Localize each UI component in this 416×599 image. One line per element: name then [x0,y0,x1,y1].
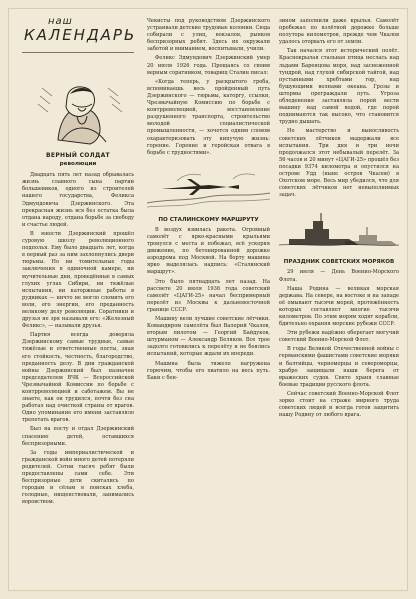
portrait-illustration [22,78,134,148]
right-paragraph: зином заполнили даже крылья. Самолёт пробежал по взлётной дорожке больше полутора километров, прежде чем Чкалов удалось оторвать его от земли. [279,18,399,46]
middle-quote: «Когда теперь, у раскрытого гроба, вспоминаешь весь пройденный путь Дзержинского — тюрьмы, каторгу, ссылки, Чрезвычайную Комиссию по борьбе с контрреволюцией, восстановление разрушенного транспорта, строительство молодой социалистической промышленности, — хочется одним словом охарактеризовать эту кипучую жизнь: горение. Горение и геройская отвага в борьбе с трудностями». [147,78,270,156]
flight-paragraph: В воздух взвилась ракета. Огромный самолёт с ярко-красными крыльями тронулся с места и побежал, всё ускоряя движение, по бетонированной дорожке аэродрома под Москвой. На борту машины ярко выделялась надпись: «Сталинский маршрут». [147,226,270,276]
flight-paragraph: Это было пятнадцать лет назад. На рассвете 20 июля 1936 года советский самолёт «ЦАГИ-25» начал беспримерный перелёт из Москвы к дальневосточной границе СССР. [147,278,270,313]
dzerzhinsky-portrait [22,78,134,148]
fleet-paragraph: Сейчас советский Военно-Морской Флот зорко стоит на страже мирного труда советских людей и всегда готов защитить нашу Родину от любого врага. [279,390,399,419]
dzerzhinsky-heading: ВЕРНЫЙ СОЛДАТ [46,152,110,159]
fleet-paragraph: 29 июля — День Военно-Морского Флота. [279,269,399,283]
fleet-paragraph: Эти рубежи надёжно оберегает могучий советский Военно-Морской Флот. [279,330,399,344]
calendar-title: КАЛЕНДАРЬ [24,26,137,44]
dzerzhinsky-paragraph: За годы империалистической и гражданской войн много детей потеряли родителей. Сотни тысяч ребят были предоставлены сами себе. Эти беспризорные дети скитались по городам и сёлам в поисках хлеба, голодные, нищенствовали, занимались воровством. [22,449,134,506]
dzerzhinsky-subheading: революции [59,161,97,168]
calendar-header [22,16,137,74]
flight-paragraph: Машина была тяжело нагружена горючим, чтобы его хватило на весь путь. Баки с бен- [147,360,270,381]
plane-illustration-svg [147,163,270,211]
flight-paragraph: Машину вели лучшие советские лётчики. Командиром самолёта был Валерий Чкалов, вторым пилотом — Георгий Байдуков, штурманом — Александр Беляков. Все трое задолго готовились к перелёту и не боялись испытаний, которые ждали их впереди. [147,316,270,358]
column-left [22,16,137,509]
fleet-paragraph: В годы Великой Отечественной войны с германскими фашистами советские моряки и балтийцы, черноморцы и североморцы, храбро защищали наши берега от вражеских судов. Свято храня славные боевые традиции русского флота. [279,346,399,388]
ships-illustration-svg [279,205,399,253]
right-paragraph: Но мастерство и выносливость советских лётчиков выдержали все испытания. Три дня и три ночи продолжался этот небывалый перелёт. За 56 часов и 20 минут «ЦАГИ-25» прошёл без посадки 9374 километра и опустился на острове Удд (ныне остров Чкалов) в Охотском море. Весь мир убедился, что для советских лётчиков нет невыполнимых задач. [279,128,399,199]
column-right [279,18,399,421]
middle-paragraph: Чекисты под руководством Дзержинского устраивали детские трудовые колонии. Сюда собирали с улиц, вокзалов, рынков беспризорных ребят. Здесь их окружали заботой и вниманием, воспитывали, учили. [147,18,270,53]
fleet-heading: ПРАЗДНИК СОВЕТСКИХ МОРЯКОВ [283,259,395,266]
dzerzhinsky-paragraph: В юности Дзержинский прошёл суровую школу революционного подполья. Ему было двадцать лет, когда в первый раз за ним захлопнулись двери тюрьмы. Но ни томительные годы заключения в одиночной камере, ни мучительные дни, проведённые в самых глухих углах Сибири, ни тяжёлые испытания, ни каторжные работы в рудниках — ничто не могло сломить его воли, его энергии, его преданность великому делу революции. Соратники и друзья не зря называли его: «Железный Феликс», — называли друзья. [22,230,134,330]
ships-illustration [279,205,399,253]
column-middle [147,18,270,384]
right-paragraph: Так начался этот исторический полёт. Краснокрылая стальная птица неслась над льдами Баренцова моря, над заснеженной тундрой, над глухой сибирской тайгой, над пустынными хребтами гор, над бушующими волнами океана. Грозы и штормы преграждали путь. Угроза обледенения заставляла порой вести машину над самой водой, где порой поднимаются так высоко, что становится трудно дышать. [279,48,399,126]
plane-illustration [147,163,270,211]
dzerzhinsky-paragraph: Двадцать пять лет назад обрывалась жизнь славного сына партии большевиков, одного из строителей нашего государства, Феликса Эдмундовича Дзержинского. Эта прекрасная жизнь вся без остатка была отдана народу, отдана борьбе за свободу и счастье людей. [22,172,134,228]
dzerzhinsky-paragraph: Партия всегда доверяла Дзержинскому самые трудные, самые тяжёлые и ответственные посты, зная его стойкость, честность, благородство, преданность делу. В дни гражданской войны Дзержинский был назначен председателем ВЧК — Всероссийской Чрезвычайной Комиссии по борьбе с контрреволюцией и саботажем. Вы не знаете, как он трудился, почти без сна работал над очисткой страны от врагов. Одно упоминание его имени заставляло трепетать врагов. [22,332,134,424]
dzerzhinsky-paragraph: Был на посту и отдал Дзержинский спасению детей, оставшихся беспризорными. [22,426,134,447]
calendar-title-top: наш [48,16,73,27]
middle-paragraph: Феликс Эдмундович Дзержинский умер 20 июля 1926 года. Прощаясь со своим верным соратником, товарищ Сталин писал: [147,55,270,76]
flight-heading: ПО СТАЛИНСКОМУ МАРШРУТУ [158,216,259,223]
fleet-paragraph: Наша Родина — великая морская держава. На севере, на востоке и на западе её омывают тысячи морей, протяжённость которых составляет многие тысячи километров. По этим морям ходят корабли, бдительно охраняя морские рубежи СССР. [279,285,399,328]
calendar-divider [22,52,134,53]
magazine-page [8,8,408,591]
